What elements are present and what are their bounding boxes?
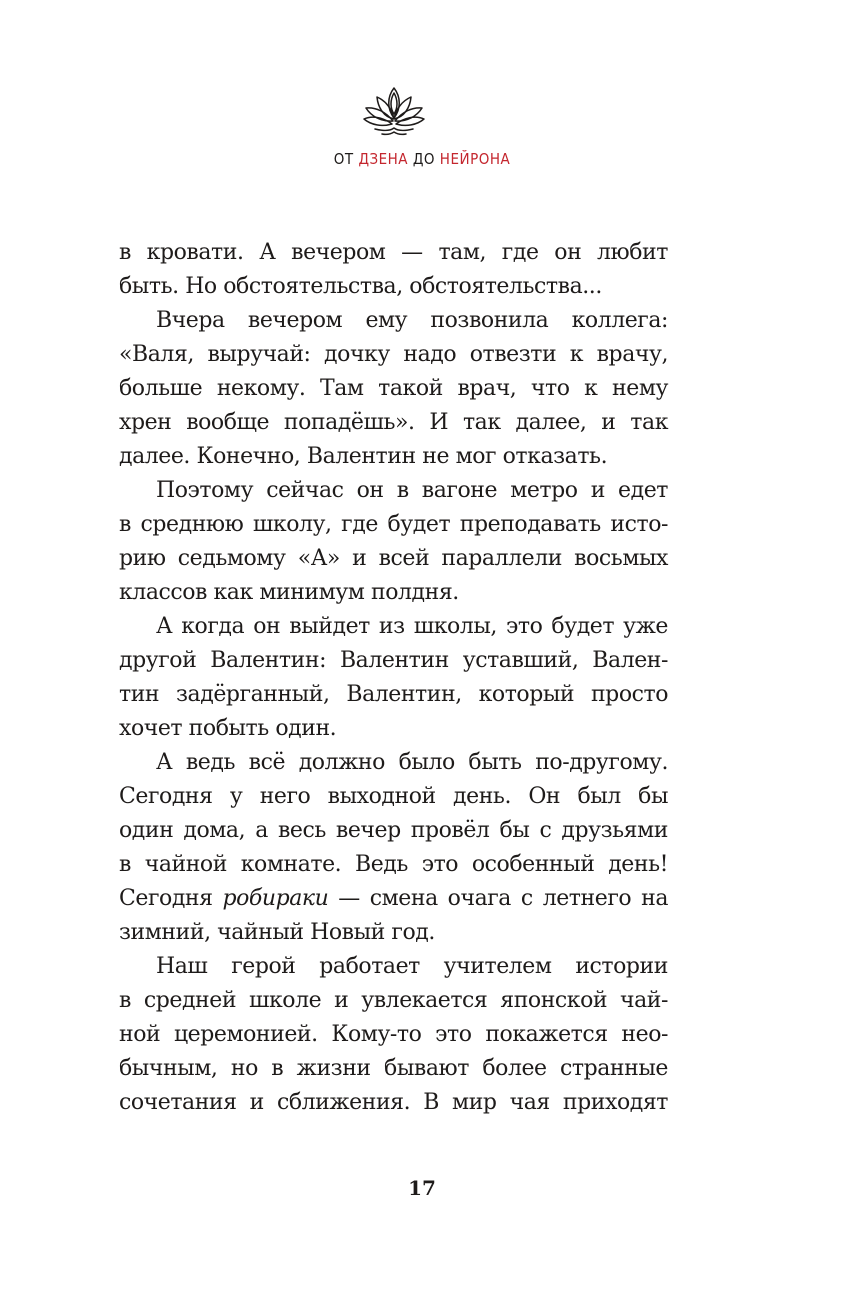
text-line <box>119 882 668 916</box>
text-line: больше некому. Там такой врач, что к нему <box>119 376 668 401</box>
paragraph <box>119 746 668 950</box>
text-line: один дома, а весь вечер провёл бы с друзьями <box>119 818 668 843</box>
text-line: в среднюю школу, где будет преподавать исто- <box>119 512 668 537</box>
text-line: в кровати. А вечером — там, где он любит <box>119 240 668 265</box>
text-line: А ведь всё должно было быть по-другому. <box>156 750 668 775</box>
text-line: в чайной комнате. Ведь это особенный день! <box>119 852 668 877</box>
paragraph <box>119 304 668 474</box>
header-title-part3: ДО <box>408 150 440 168</box>
paragraph <box>119 950 668 1120</box>
text-line: хочет побыть один. <box>119 716 337 741</box>
text-line: Поэтому сейчас он в вагоне метро и едет <box>156 478 668 503</box>
running-header <box>0 150 844 168</box>
text-line: ной церемонией. Кому-то это покажется нео- <box>119 1022 668 1047</box>
text-line: рию седьмому «А» и всей параллели восьмых <box>119 546 668 571</box>
paragraph <box>119 236 668 304</box>
text-line: тин задёрганный, Валентин, который просто <box>119 682 668 707</box>
paragraph <box>119 474 668 610</box>
lotus-icon <box>361 84 427 140</box>
text-line: «Валя, выручай: дочку надо отвезти к врачу, <box>119 342 668 367</box>
header-title-part2: ДЗЕНА <box>358 150 409 168</box>
text-line: быть. Но обстоятельства, обстоятельства... <box>119 274 602 299</box>
text-line: А когда он выйдет из школы, это будет уже <box>156 614 668 639</box>
body-text <box>119 236 668 1120</box>
text-line: хрен вообще попадёшь». И так далее, и так <box>119 410 668 435</box>
text-segment: Сегодня <box>119 886 223 911</box>
text-segment: — смена очага с летнего на <box>328 886 668 911</box>
page-number: 17 <box>408 1176 436 1200</box>
header-title-part4: НЕЙРОНА <box>439 150 511 168</box>
text-line: Наш герой работает учителем истории <box>156 954 668 979</box>
text-line: бычным, но в жизни бывают более странные <box>119 1056 668 1081</box>
text-line: классов как минимум полдня. <box>119 580 459 605</box>
text-line: сочетания и сближения. В мир чая приходят <box>119 1090 668 1115</box>
italic-term: робираки <box>222 886 329 911</box>
text-line: Вчера вечером ему позвонила коллега: <box>156 308 668 333</box>
text-line: далее. Конечно, Валентин не мог отказать. <box>119 444 608 469</box>
header-title-part1: ОТ <box>333 150 359 168</box>
text-line: зимний, чайный Новый год. <box>119 920 435 945</box>
text-line: Сегодня у него выходной день. Он был бы <box>119 784 668 809</box>
paragraph <box>119 610 668 746</box>
text-line: в средней школе и увлекается японской чай- <box>119 988 668 1013</box>
text-line: другой Валентин: Валентин уставший, Вален- <box>119 648 668 673</box>
